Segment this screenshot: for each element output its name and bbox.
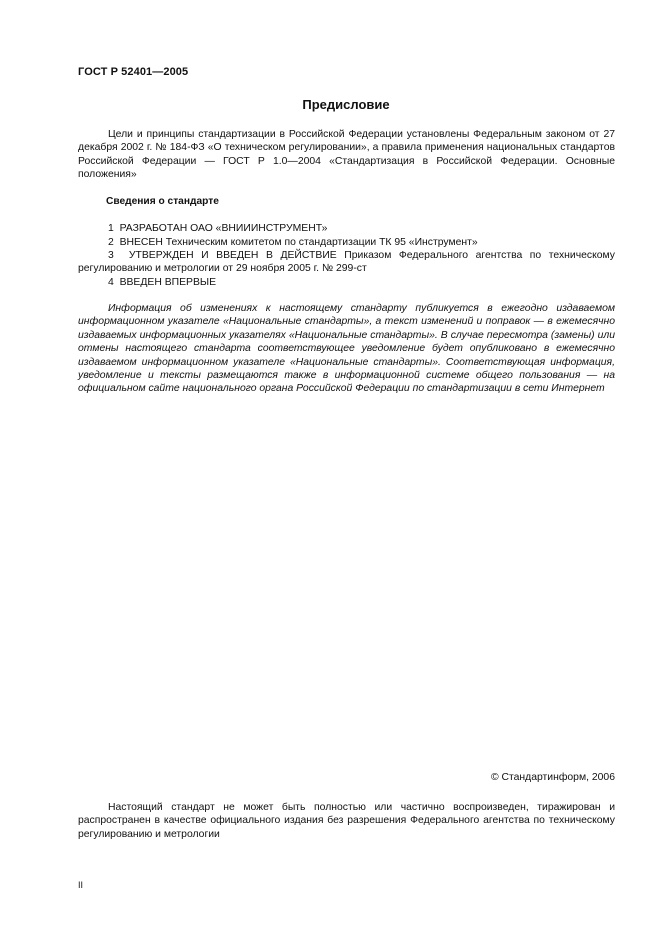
info-heading: Сведения о стандарте <box>106 196 219 207</box>
reproduction-notice: Настоящий стандарт не может быть полностью или частично воспроизведен, тиражирован и распространен в качестве официального издания без разрешения Федерального агентства по техническому регулированию и метрологии <box>78 802 615 840</box>
document-code: ГОСТ Р 52401—2005 <box>78 66 189 78</box>
info-item-text: УТВЕРЖДЕН И ВВЕДЕН В ДЕЙСТВИЕ Приказом Федерального агентства по техническому регулированию и метрологии от 29 ноября 2005 г. № 299-ст <box>78 250 615 275</box>
page-number: II <box>78 880 84 890</box>
info-item-number: 3 <box>108 250 114 261</box>
preface-title-text: Предисловие <box>302 97 390 112</box>
info-item-text: РАЗРАБОТАН ОАО «ВНИИИНСТРУМЕНТ» <box>119 223 328 234</box>
info-item-number: 4 <box>108 277 114 288</box>
info-item-text: ВНЕСЕН Техническим комитетом по стандартизации ТК 95 «Инструмент» <box>119 237 478 248</box>
info-item-text: ВВЕДЕН ВПЕРВЫЕ <box>119 277 217 288</box>
info-item-1 <box>78 222 615 235</box>
changes-notice: Информация об изменениях к настоящему стандарту публикуется в ежегодно издаваемом информационном указателе «Национальные стандарты», а текст изменений и поправок — в ежемесячно издаваемых информационных указателях «Национальные стандарты». В случае пересмотра (замены) или отмены настоящего стандарта соответствующее уведомление будет опубликовано в ежемесячно издаваемом информационном указателе «Национальные стандарты». Соответствующая информация, уведомление и тексты размещаются также в информационной системе общего пользования — на официальном сайте национального органа Российской Федерации по стандартизации в сети Интернет <box>78 303 615 395</box>
info-item-4 <box>78 276 615 289</box>
copyright: © Стандартинформ, 2006 <box>490 772 615 783</box>
preface-title <box>0 97 661 112</box>
info-item-number: 1 <box>108 223 114 234</box>
info-item-number: 2 <box>108 237 114 248</box>
preface-intro: Цели и принципы стандартизации в Российской Федерации установлены Федеральным законом от 27 декабря 2002 г. № 184-ФЗ «О техническом регулировании», а правила применения национальных стандартов Российской Федерации — ГОСТ Р 1.0—2004 «Стандартизация в Российской Федерации. Основные положения» <box>78 129 615 181</box>
info-item-2 <box>78 236 615 249</box>
info-item-3 <box>78 249 615 276</box>
